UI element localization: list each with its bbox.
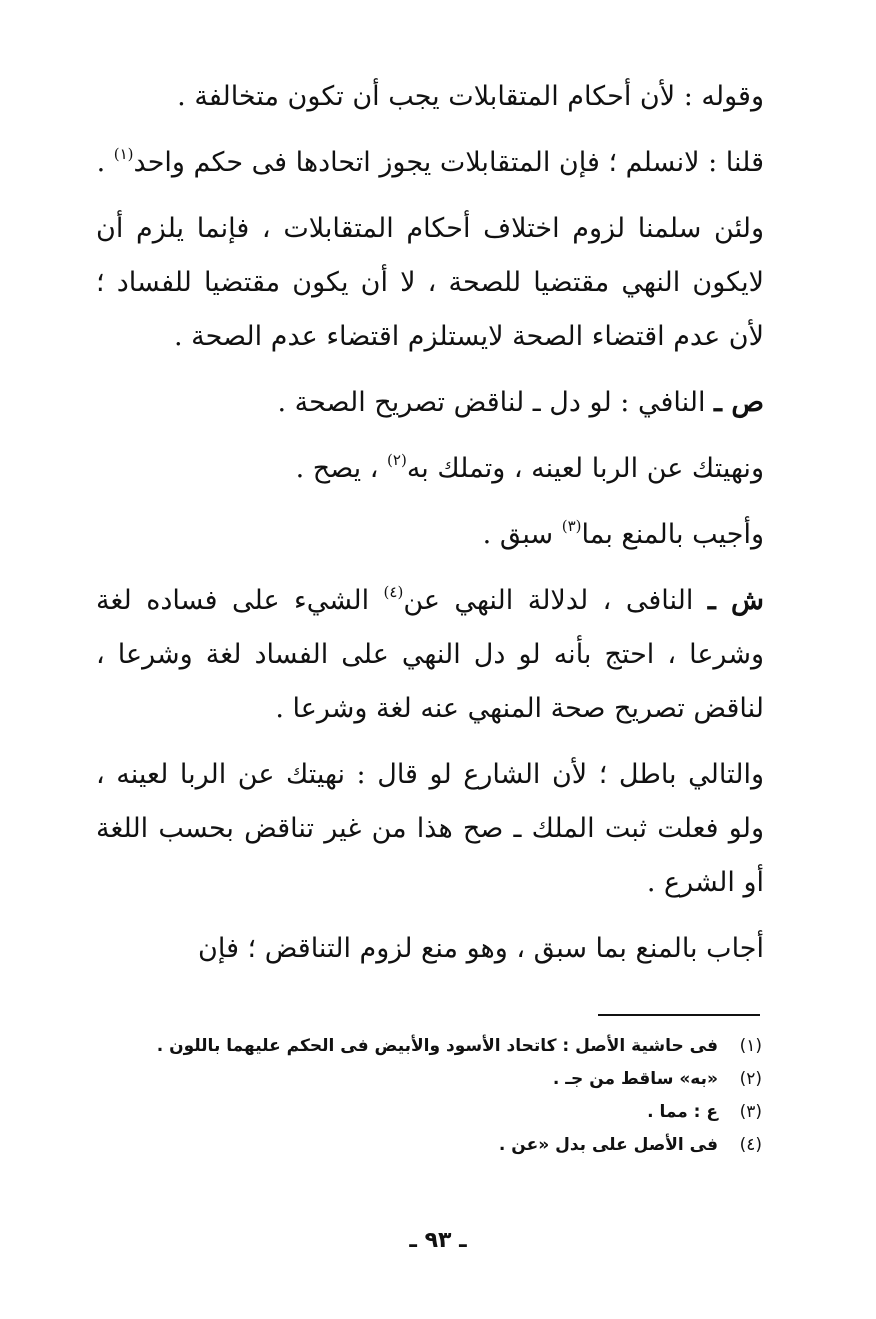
paragraph-text: ، يصح . [295, 453, 388, 484]
paragraph-text: النافي : لو دل ـ لناقض تصريح الصحة . [277, 387, 715, 418]
sharh-marker: ش ـ [707, 585, 764, 616]
footnote-divider [598, 1014, 760, 1016]
paragraph-text: قلنا : لانسلم ؛ فإن المتقابلات يجوز اتحادها فى حكم واحد [133, 147, 764, 178]
paragraph-text: ونهيتك عن الربا لعينه ، وتملك به [406, 453, 764, 484]
page-number: ـ ٩٣ ـ [409, 1228, 467, 1253]
paragraph-text: الشيء على فساده لغة وشرعا ، احتج بأنه لو دل النهي على الفساد لغة وشرعا ، لناقض تصريح صحة المنهي عنه لغة وشرعا . [96, 585, 764, 724]
footnote-text: فى حاشية الأصل : كاتحاد الأسود والأبيض فى الحكم عليهما باللون . [156, 1036, 718, 1056]
paragraph-5 [96, 442, 764, 496]
paragraph-text: ولئن سلمنا لزوم اختلاف أحكام المتقابلات ، فإنما يلزم أن لايكون النهي مقتضيا للصحة ، لا أن يكون مقتضيا للفساد ؛ لأن عدم اقتضاء الصحة لايستلزم اقتضاء عدم الصحة . [96, 213, 765, 352]
paragraph-8 [96, 748, 764, 910]
footnote-1 [102, 1030, 762, 1063]
footnote-text: ع : مما . [647, 1102, 718, 1122]
footnote-3 [102, 1096, 762, 1129]
paragraph-9 [96, 922, 764, 976]
paragraph-text: أجاب بالمنع بما سبق ، وهو منع لزوم التناقض ؛ فإن [198, 933, 764, 964]
footnote-number: (١) [739, 1036, 762, 1056]
paragraph-text: والتالي باطل ؛ لأن الشارع لو قال : نهيتك عن الربا لعينه ، ولو فعلت ثبت الملك ـ صح هذا من غير تناقض بحسب اللغة أو الشرع . [96, 759, 764, 898]
footnote-number: (٣) [739, 1102, 762, 1122]
footnote-4 [102, 1129, 762, 1162]
footnote-ref[interactable]: (١) [113, 145, 134, 163]
paragraph-7 [96, 574, 764, 736]
footnotes [102, 1030, 762, 1162]
paragraph-2 [96, 136, 764, 190]
footnote-number: (٤) [739, 1135, 762, 1155]
paragraph-text: وأجيب بالمنع بما [581, 519, 764, 550]
footnote-ref[interactable]: (٣) [561, 517, 582, 535]
footnote-text: «به» ساقط من جـ . [552, 1069, 718, 1089]
paragraph-6 [96, 508, 764, 562]
paragraph-1 [96, 70, 764, 124]
paragraph-3 [96, 202, 764, 364]
footnote-ref[interactable]: (٢) [387, 451, 407, 469]
paragraph-text: . [96, 147, 114, 178]
footnote-2 [102, 1063, 762, 1096]
paragraph-text: وقوله : لأن أحكام المتقابلات يجب أن تكون متخالفة . [177, 81, 764, 112]
paragraph-text: سبق . [482, 519, 562, 550]
footnote-text: فى الأصل على بدل «عن . [498, 1135, 718, 1155]
paragraph-4 [96, 376, 764, 430]
paragraph-text: النافى ، لدلالة النهي عن [403, 585, 708, 616]
footnote-number: (٢) [739, 1069, 762, 1089]
matn-marker: ص ـ [714, 387, 764, 418]
main-text [96, 70, 764, 988]
footnote-ref[interactable]: (٤) [383, 583, 404, 601]
